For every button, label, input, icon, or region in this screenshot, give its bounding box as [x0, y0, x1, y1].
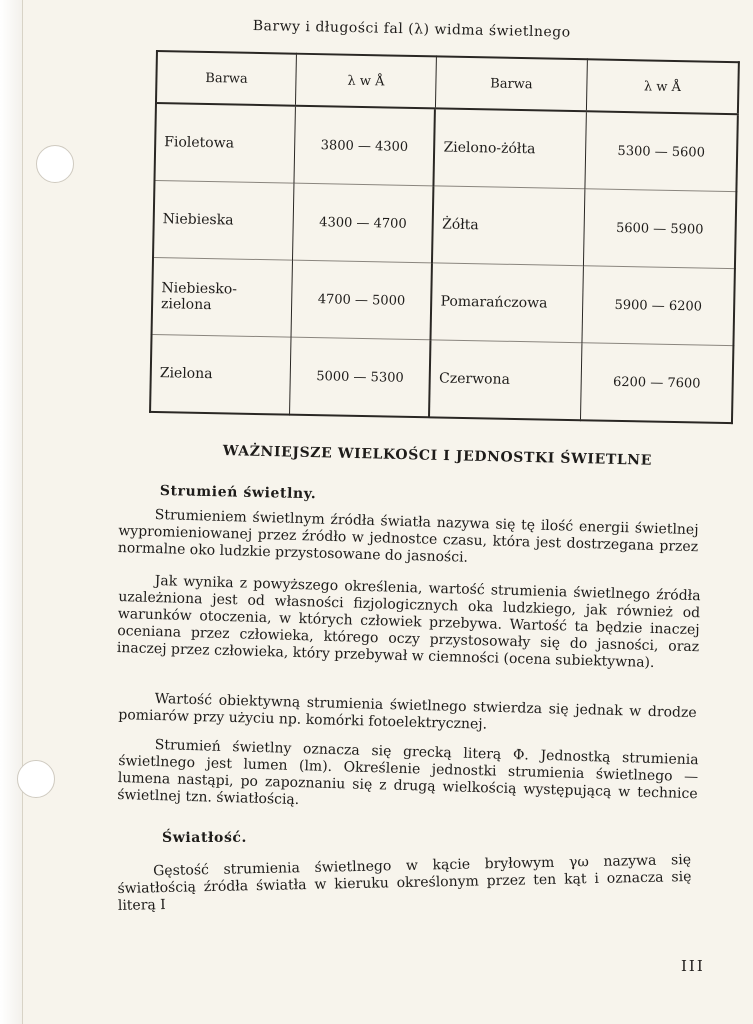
color-name: Zielono-żółta [434, 108, 587, 188]
color-name: Pomarańczowa [431, 263, 584, 343]
color-name: Zielona [150, 334, 291, 414]
paragraph: Gęstość strumienia świetlnego w kącie bryłowym γω nazywa się światłością źródła światła w kieruku określonym przez ten kąt i oznacza się literą I [117, 851, 692, 914]
color-name: Czerwona [429, 340, 582, 420]
color-name: Niebieska [153, 180, 294, 260]
color-name: Żółta [432, 186, 585, 266]
wavelength-range: 3800 — 4300 [294, 106, 435, 186]
table-row [153, 180, 736, 268]
wavelength-range: 6200 — 7600 [581, 343, 734, 423]
table-row [152, 257, 735, 345]
spectrum-table [149, 50, 740, 424]
page-margin-shadow [0, 0, 22, 1024]
paragraph: Wartość obiektywną strumienia świetlnego stwierdza się jednak w drodze pomiarów przy użyciu np. komórki fotoelektrycznej. [118, 690, 697, 733]
punch-hole-bottom [17, 760, 55, 798]
document-page [22, 0, 753, 1024]
color-name: Niebiesko-zielona [152, 257, 293, 337]
table-row [150, 334, 733, 423]
wavelength-range: 5000 — 5300 [290, 337, 431, 417]
header-color-1: Barwa [156, 51, 297, 106]
section-title: WAŻNIEJSZE WIELKOŚCI I JEDNOSTKI ŚWIETLNE [222, 443, 653, 469]
subsection-heading-luminous-intensity: Światłość. [162, 830, 248, 846]
wavelength-range: 5900 — 6200 [582, 266, 735, 346]
spectrum-table-wrap [149, 50, 740, 417]
table-title: Barwy i długości fal (λ) widma świetlnego [252, 18, 571, 41]
header-color-2: Barwa [435, 56, 587, 111]
wavelength-range: 5300 — 5600 [585, 111, 738, 191]
wavelength-range: 4300 — 4700 [293, 183, 434, 263]
punch-hole-top [36, 145, 74, 183]
paragraph: Jak wynika z powyższego określenia, wartość strumienia świetlnego źródła uzależniona jest od własności fizjologicznych oka ludzkiego, jak również od warunków otoczenia, w których człowiek przebywa. Wartość ta będzie inaczej oceniana przez człowieka, którego oczy przystosowały się do jasności, oraz inaczej przez człowieka, który przebywał w ciemności (ocena subiektywna). [116, 573, 701, 671]
wavelength-range: 5600 — 5900 [584, 189, 737, 269]
paragraph: Strumień świetlny oznacza się grecką literą Φ. Jednostką strumienia świetlnego jest lumen (lm). Określenie jednostki strumienia świetlnego — lumena nastąpi, po zapoznaniu się z drugą wielkością występującą w technice świetlnej tzn. światłością. [117, 737, 699, 809]
table-row [154, 103, 737, 192]
color-name: Fioletowa [154, 103, 295, 183]
header-wavelength-1: λ w Å [296, 54, 437, 109]
wavelength-range: 4700 — 5000 [291, 260, 432, 340]
header-wavelength-2: λ w Å [587, 59, 739, 114]
paragraph: Strumieniem świetlnym źródła światła nazywa się tę ilość energii świetlnej wypromieniowanej przez źródło w jednostce czasu, która jest dostrzegana przez normalne oko ludzkie przystosowane do jasności. [117, 507, 699, 566]
subsection-heading-luminous-flux: Strumień świetlny. [159, 483, 317, 503]
page-number: III [681, 957, 705, 975]
